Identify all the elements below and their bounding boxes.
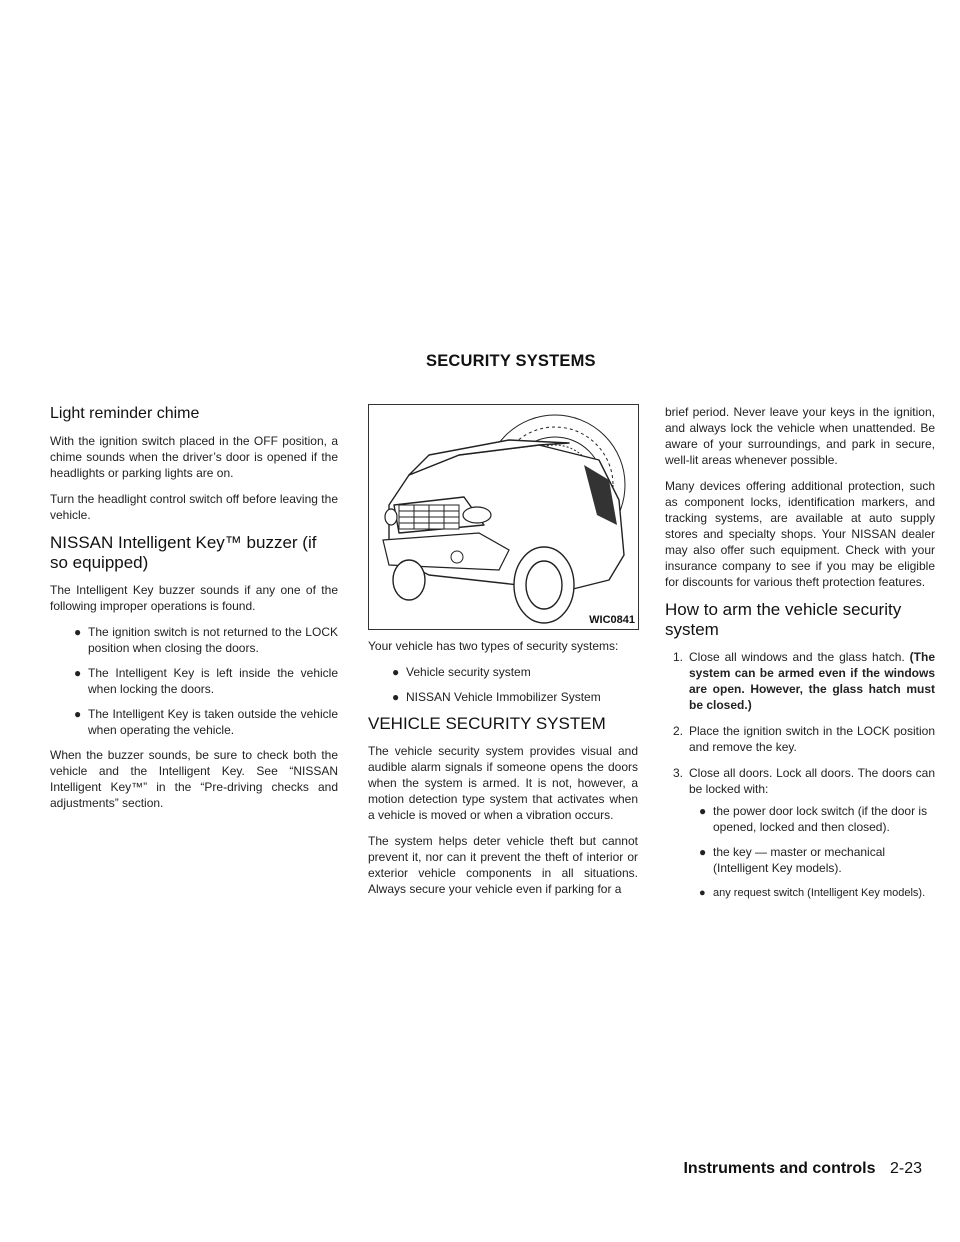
list-item — [665, 765, 935, 901]
list-item — [368, 689, 638, 705]
step-text: Place the ignition switch in the LOCK position and remove the key. — [689, 724, 935, 754]
arming-steps-list — [665, 649, 935, 901]
step-text: Close all doors. Lock all doors. The doors can be locked with: — [689, 766, 935, 796]
suv-illustration-icon — [369, 405, 638, 629]
list-item-text: The Intelligent Key is left inside the vehicle when locking the doors. — [88, 666, 338, 696]
heading-intelligent-key-buzzer: NISSAN Intelligent Key™ buzzer (if so equipped) — [50, 533, 317, 572]
list-item — [689, 803, 935, 835]
page-number: 2-23 — [889, 1160, 922, 1177]
step-number: 1. — [673, 650, 684, 664]
heading-light-reminder: Light reminder chime — [50, 405, 200, 422]
bullet-icon: ● — [699, 804, 707, 818]
list-item — [50, 665, 338, 697]
list-item-text: the key — master or mechanical (Intelligent Key models). — [713, 845, 886, 875]
security-types-list — [368, 664, 638, 705]
chapter-title: Instruments and controls — [683, 1160, 876, 1177]
list-item — [50, 706, 338, 738]
middle-column — [368, 404, 638, 907]
paragraph-light-2: Turn the headlight control switch off before leaving the vehicle. — [50, 492, 338, 522]
step-number: 2. — [673, 724, 684, 738]
paragraph-vss-1: The vehicle security system provides visual and audible alarm signals if someone opens the doors when the system is armed. It is not, however, a motion detection type system that activates when a vehicle is moved or when a vibration occurs. — [368, 744, 638, 822]
paragraph-security-types: Your vehicle has two types of security systems: — [368, 639, 619, 653]
left-column — [50, 404, 338, 821]
page-footer — [683, 1160, 922, 1178]
paragraph-continued: brief period. Never leave your keys in the ignition, and always lock the vehicle when unattended. Be aware of your surroundings, and park in secure, well-lit areas whenever possible. — [665, 405, 935, 467]
paragraph-vss-2: The system helps deter vehicle theft but cannot prevent it, nor can it prevent the theft of interior or exterior vehicle components in all situations. Always secure your vehicle even if parking for a — [368, 834, 638, 896]
list-item-text: Vehicle security system — [406, 665, 531, 679]
paragraph-devices: Many devices offering additional protection, such as component locks, identification markers, and tracking systems, are available at auto supply stores and specialty shops. Your NISSAN dealer may also offer such equipment. Check with your insurance company to see if you may be eligible for discounts for various theft protection features. — [665, 479, 935, 589]
lock-methods-list — [689, 803, 935, 901]
list-item — [665, 649, 935, 713]
bullet-icon: ● — [74, 666, 82, 680]
list-item — [689, 844, 935, 876]
step-text: Close all windows and the glass hatch. — [689, 650, 905, 664]
step-note: (The system can be armed even if the windows are open. However, the glass hatch must be closed.) — [689, 650, 935, 712]
vehicle-security-illustration — [368, 404, 639, 630]
buzzer-conditions-list — [50, 624, 338, 738]
bullet-icon: ● — [74, 707, 82, 721]
heading-how-to-arm: How to arm the vehicle security system — [665, 600, 902, 639]
paragraph-light-1: With the ignition switch placed in the OFF position, a chime sounds when the driver’s door is opened if the headlights or parking lights are on. — [50, 434, 338, 480]
list-item — [665, 723, 935, 755]
step-number: 3. — [673, 766, 684, 780]
list-item-text: the power door lock switch (if the door is opened, locked and then closed). — [713, 804, 928, 834]
paragraph-buzzer-2: When the buzzer sounds, be sure to check both the vehicle and the Intelligent Key. See “NISSAN Intelligent Key™” in the “Pre-driving checks and adjustments” section. — [50, 748, 338, 810]
list-item — [368, 664, 638, 680]
list-item-text: The Intelligent Key is taken outside the vehicle when operating the vehicle. — [88, 707, 338, 737]
bullet-icon: ● — [74, 625, 82, 639]
bullet-icon: ● — [699, 845, 707, 859]
figure-label: WIC0841 — [589, 614, 635, 626]
paragraph-buzzer-1: The Intelligent Key buzzer sounds if any one of the following improper operations is found. — [50, 583, 338, 613]
bullet-icon: ● — [699, 887, 706, 899]
heading-vehicle-security-system: VEHICLE SECURITY SYSTEM — [368, 714, 606, 733]
bullet-icon: ● — [392, 665, 400, 679]
list-item-text: The ignition switch is not returned to the LOCK position when closing the doors. — [88, 625, 338, 655]
section-title: SECURITY SYSTEMS — [426, 352, 596, 370]
bullet-icon: ● — [392, 690, 400, 704]
right-column — [665, 404, 935, 911]
list-item-text: NISSAN Vehicle Immobilizer System — [406, 690, 601, 704]
list-item-text: any request switch (Intelligent Key models). — [713, 887, 926, 899]
list-item — [689, 885, 935, 901]
list-item — [50, 624, 338, 656]
